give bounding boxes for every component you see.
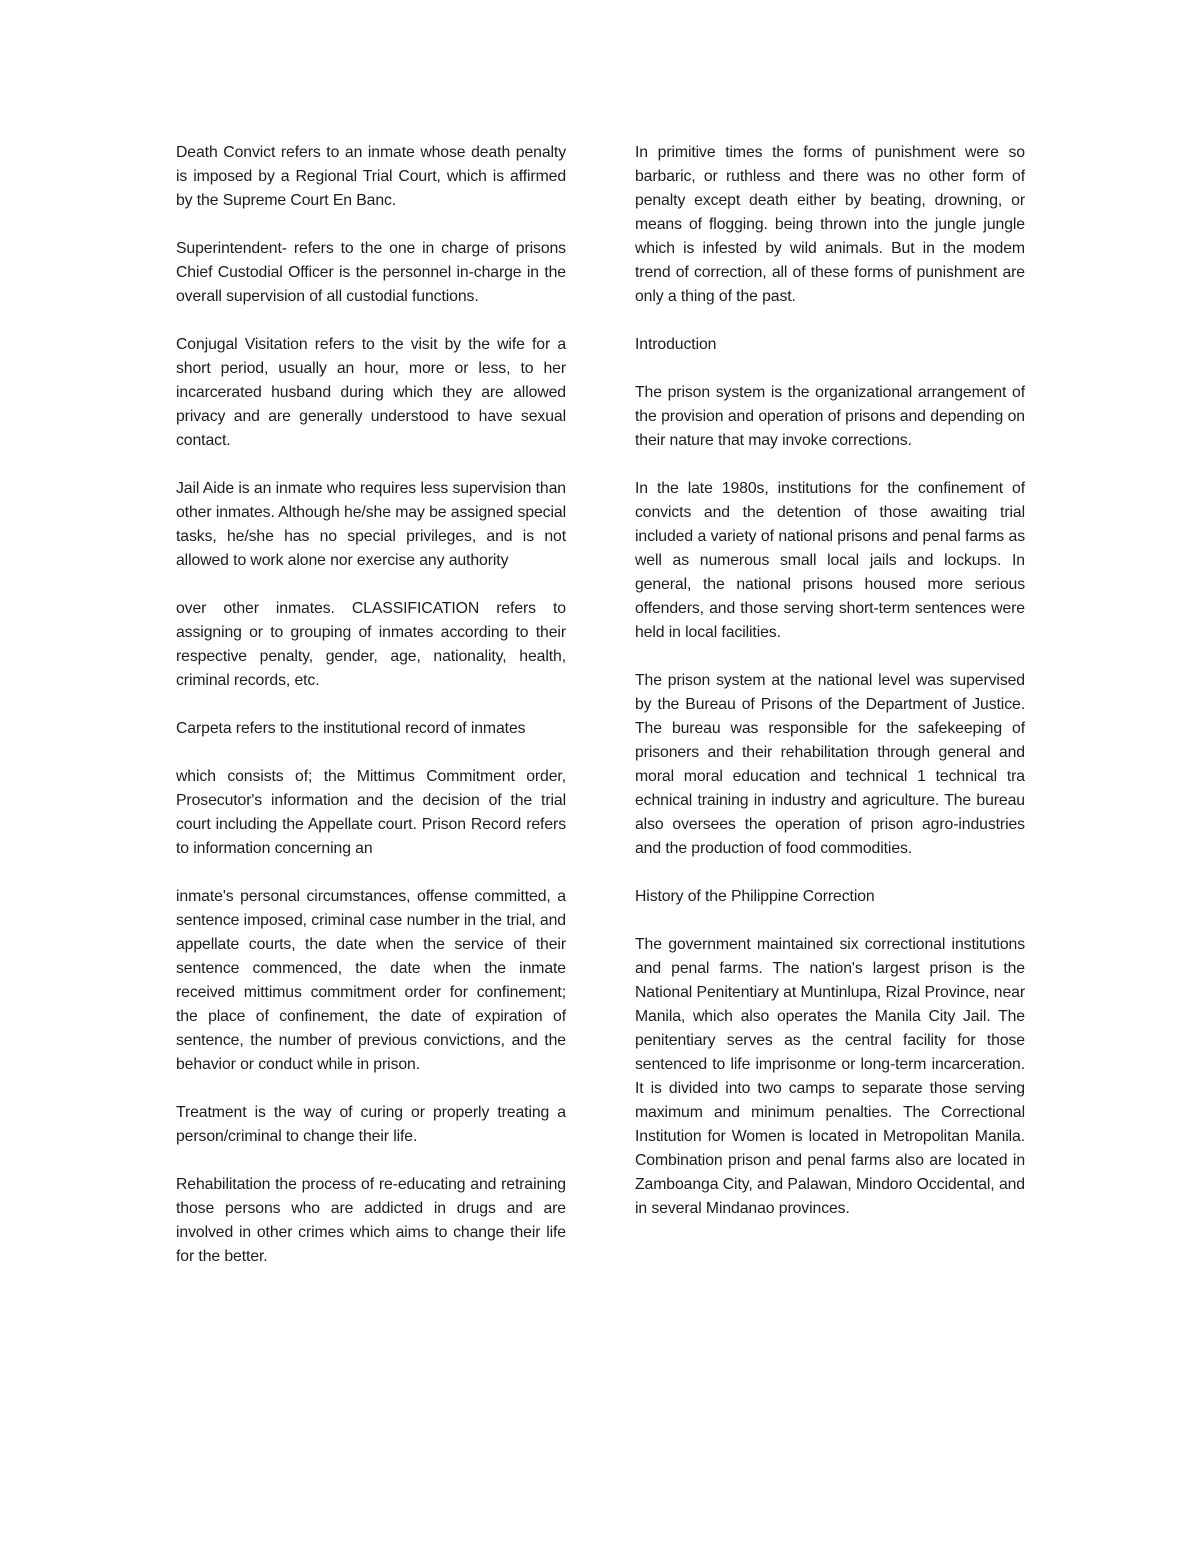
left-column — [176, 141, 566, 1293]
paragraph-carpeta-contents: which consists of; the Mittimus Commitment order, Prosecutor's information and the decision of the trial court including the Appellate court. Prison Record refers to information concerning an — [176, 768, 566, 857]
paragraph-conjugal-visitation: Conjugal Visitation refers to the visit by the wife for a short period, usually an hour, more or less, to her incarcerated husband during which they are allowed privacy and are generally understood to have sexual contact. — [176, 336, 566, 449]
paragraph-death-convict: Death Convict refers to an inmate whose death penalty is imposed by a Regional Trial Court, which is affirmed by the Supreme Court En Banc. — [176, 144, 566, 209]
paragraph-jail-aide: Jail Aide is an inmate who requires less supervision than other inmates. Although he/she may be assigned special tasks, he/she has no special privileges, and is not allowed to work alone nor exercise any authority — [176, 480, 566, 569]
right-column — [635, 141, 1025, 1245]
paragraph-carpeta: Carpeta refers to the institutional record of inmates — [176, 720, 526, 737]
heading-history: History of the Philippine Correction — [635, 888, 875, 905]
paragraph-bureau-of-prisons: The prison system at the national level was supervised by the Bureau of Prisons of the Department of Justice. The bureau was responsible for the safekeeping of prisoners and their rehabilitation through general and moral moral education and technical 1 technical tra echnical training in industry and agriculture. The bureau also oversees the operation of prison agro-industries and the production of food commodities. — [635, 672, 1025, 857]
paragraph-correctional-institutions: The government maintained six correctional institutions and penal farms. The nation's largest prison is the National Penitentiary at Muntinlupa, Rizal Province, near Manila, which also operates the Manila City Jail. The penitentiary serves as the central facility for those sentenced to life imprisonme or long-term incarceration. It is divided into two camps to separate those serving maximum and minimum penalties. The Correctional Institution for Women is located in Metropolitan Manila. Combination prison and penal farms also are located in Zamboanga City, and Palawan, Mindoro Occidental, and in several Mindanao provinces. — [635, 936, 1025, 1217]
paragraph-prison-record: inmate's personal circumstances, offense committed, a sentence imposed, criminal case number in the trial, and appellate courts, the date when the service of their sentence commenced, the date when the inmate received mittimus commitment order for confinement; the place of confinement, the date of expiration of sentence, the number of previous convictions, and the behavior or conduct while in prison. — [176, 888, 566, 1073]
paragraph-primitive-times: In primitive times the forms of punishment were so barbaric, or ruthless and there was no other form of penalty except death either by beating, drowning, or means of flogging. being thrown into the jungle jungle which is infested by wild animals. But in the modem trend of correction, all of these forms of punishment are only a thing of the past. — [635, 144, 1025, 305]
paragraph-late-1980s: In the late 1980s, institutions for the confinement of convicts and the detention of those awaiting trial included a variety of national prisons and penal farms as well as numerous small local jails and lockups. In general, the national prisons housed more serious offenders, and those serving short-term sentences were held in local facilities. — [635, 480, 1025, 641]
paragraph-prison-system: The prison system is the organizational arrangement of the provision and operation of prisons and depending on their nature that may invoke corrections. — [635, 384, 1025, 449]
paragraph-superintendent: Superintendent- refers to the one in charge of prisons Chief Custodial Officer is the personnel in-charge in the overall supervision of all custodial functions. — [176, 240, 566, 305]
paragraph-treatment: Treatment is the way of curing or properly treating a person/criminal to change their life. — [176, 1104, 566, 1145]
heading-introduction: Introduction — [635, 336, 717, 353]
paragraph-classification: over other inmates. CLASSIFICATION refers to assigning or to grouping of inmates according to their respective penalty, gender, age, nationality, health, criminal records, etc. — [176, 600, 566, 689]
paragraph-rehabilitation: Rehabilitation the process of re-educating and retraining those persons who are addicted in drugs and are involved in other crimes which aims to change their life for the better. — [176, 1176, 566, 1265]
